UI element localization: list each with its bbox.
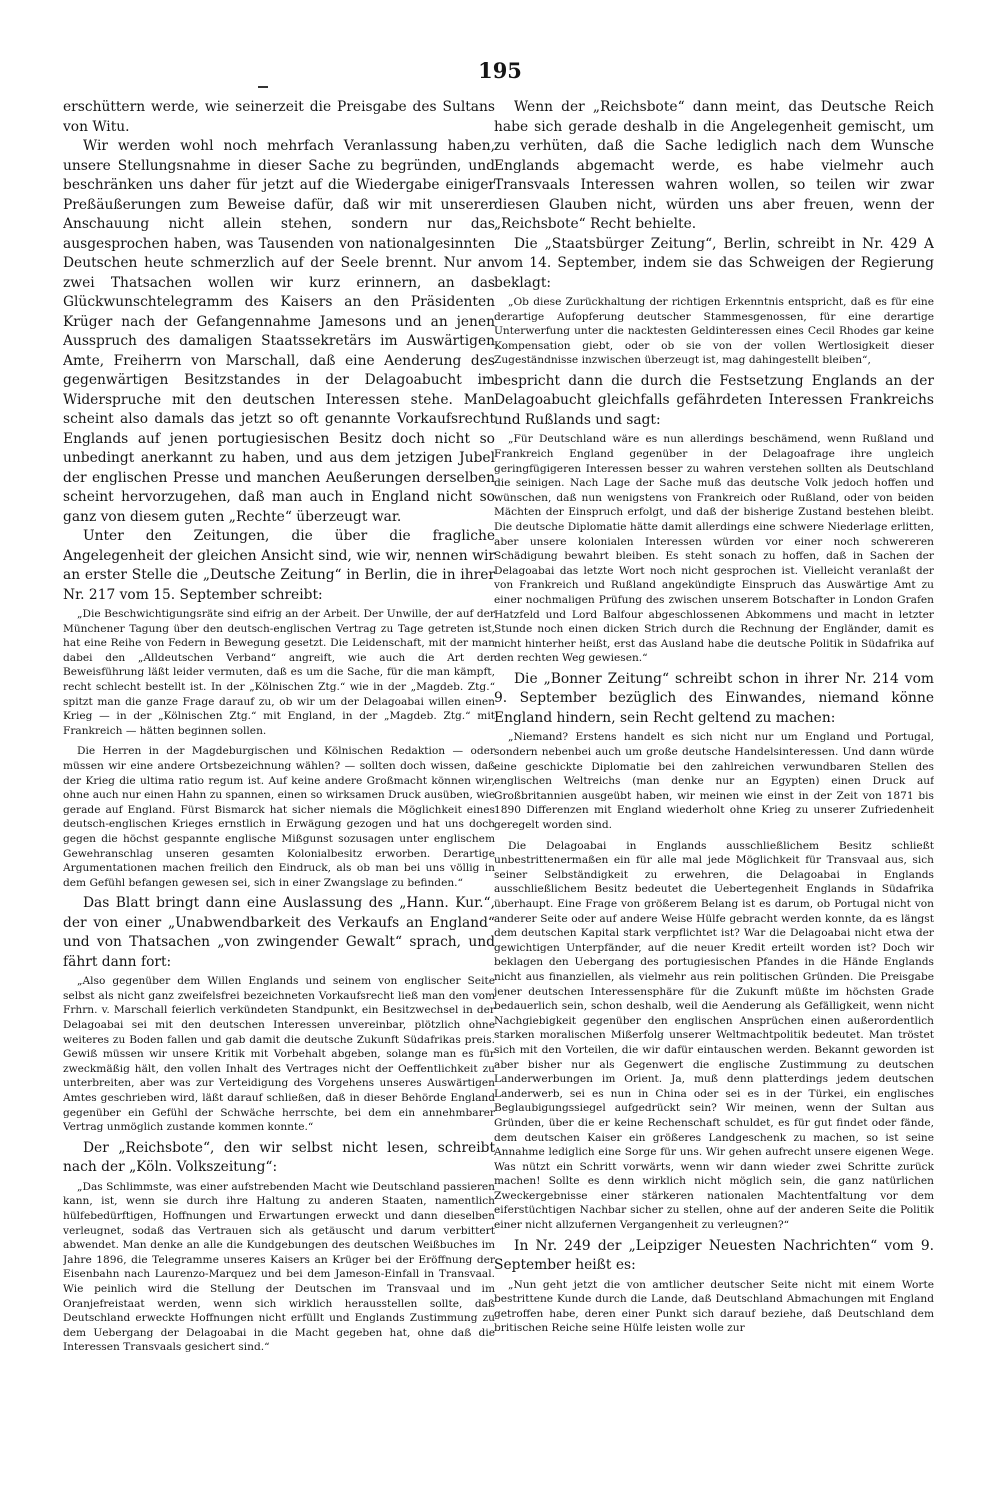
quoted-paragraph: „Ob diese Zurückhaltung der richtigen Erkenntnis entspricht, daß es für eine derartige Aufopferung deutscher Stammesgenossen, für eine derartige Unterwerfung unter die nacktesten Geldinteressen eines Cecil Rhodes gar keine Kompensation giebt, oder ob sie von der vollen Wertlosigkeit dieser Zugeständnisse inzwischen überzeugt ist, mag dahingestellt bleiben“, xyxy=(494,296,934,367)
header-dash xyxy=(258,86,268,88)
right-column xyxy=(494,98,934,1438)
quoted-paragraph: „Niemand? Erstens handelt es sich nicht nur um England und Portugal, sondern nebenbei auch um große deutsche Handelsinteressen. Und dann würde eine geschickte Diplomatie bei den zahlreichen verwundbaren Stellen des englischen Weltreichs (man denke nur an Egypten) einen Druck auf Großbritannien ausgeübt haben, wir meinen wie einst in der Zeit von 1871 bis 1890 Differenzen mit England wiederholt ohne Krieg zu unserer Zufriedenheit geregelt worden sind. xyxy=(494,731,934,832)
body-paragraph: erschüttern werde, wie seinerzeit die Preisgabe des Sultans von Witu. xyxy=(63,99,495,135)
body-paragraph: Wenn der „Reichsbote“ dann meint, das Deutsche Reich habe sich gerade deshalb in die Angelegenheit gemischt, um zu verhüten, daß die Sache lediglich nach dem Wunsche Englands abgemacht werde, es habe vielmehr auch Transvaals Interessen wahren wollen, so teilen wir zwar diesen Glauben nicht, würden uns aber freuen, wenn der „Reichsbote“ Recht behielte. xyxy=(494,99,934,232)
body-paragraph: Die „Staatsbürger Zeitung“, Berlin, schreibt in Nr. 429 A vom 14. September, indem sie das Schweigen der Regierung beklagt: xyxy=(494,235,934,291)
body-paragraph: In Nr. 249 der „Leipziger Neuesten Nachrichten“ vom 9. September heißt es: xyxy=(494,1237,934,1274)
body-paragraph: Die „Bonner Zeitung“ schreibt schon in ihrer Nr. 214 vom 9. September bezüglich des Einwandes, niemand könne England hindern, sein Recht geltend zu machen: xyxy=(494,670,934,726)
quoted-paragraph: „Also gegenüber dem Willen Englands und seinem von englischer Seite selbst als nicht ganz zweifelsfrei bezeichneten Vorkaufsrecht ließ man den vom Frhrn. v. Marschall feierlich verkündeten Standpunkt, ein Besitzwechsel in der Delagoabai sei mit den deutschen Interessen unvereinbar, plötzlich ohne weiteres zu Boden fallen und gab damit die deutsche Zukunft Südafrikas preis. Gewiß müssen wir unsere Kritik mit Vorbehalt abgeben, solange man es für zweckmäßig hält, den vollen Inhalt des Vertrages nicht der Oeffentlichkeit zu unterbreiten, aber was zur Verteidigung des Vorgehens unseres Auswärtigen Amtes geschrieben wird, läßt darauf schließen, daß in dieser Behörde England gegenüber ein Gefühl der Schwäche herrschte, bei dem ein annehmbarer Vertrag unmöglich zustande kommen konnte.“ xyxy=(63,975,495,1134)
quoted-paragraph: Die Herren in der Magdeburgischen und Kölnischen Redaktion — oder müssen wir eine andere Ortsbezeichnung wählen? — sollten doch wissen, daß der Krieg die ultima ratio regum ist. Auf keine andere Großmacht können wir, ohne auch nur einen Hahn zu spannen, einen so wirksamen Druck ausüben, wie gerade auf England. Fürst Bismarck hat sicher niemals die Möglichkeit eines deutsch-englischen Krieges ernstlich in Erwägung gezogen und hat uns doch gegen die höchst gespannte englische Mißgunst sozusagen unter englischem Gewehranschlag unseren gesamten Kolonialbesitz erworben. Derartige Argumentationen machen freilich den Eindruck, als ob man bei uns völlig in dem Gefühl befangen gewesen sei, sich in einer Zwangslage zu befinden.“ xyxy=(63,745,495,889)
quoted-paragraph: Die Delagoabai in Englands ausschließlichem Besitz schließt unbestrittenermaßen ein für alle mal jede Möglichkeit für Transvaal aus, sich seiner Selbständigkeit zu erwehren, die Delagoabai in Englands ausschließlichem Besitz bedeutet die Uebertegenheit Englands in Südafrika überhaupt. Eine Frage von größerem Belang ist es darum, ob Portugal nicht von anderer Seite oder auf andere Weise Hülfe gebracht werden konnte, da es längst dem deutschen Kapital stark verpflichtet ist? War die Delagoabai nicht etwa der gewichtigen Unterpfänder, auf die neuer Kredit erteilt worden ist? Doch wir beklagen den Uebergang des portugiesischen Pfandes in die Hände Englands nicht aus finanziellen, als vielmehr aus rein politischen Gründen. Die Preisgabe jener deutschen Interessensphäre für die Zukunft müßte im höchsten Grade bedauerlich sein, schon deshalb, weil die Aenderung als Gefälligkeit, wenn nicht Nachgiebigkeit gegenüber den englischen Ansprüchen einen außerordentlich starken moralischen Mißerfolg unserer Weltmachtpolitik bedeutet. Man tröstet sich mit den Vorteilen, die wir dafür eintauschen werden. Bekannt geworden ist aber bisher nur als Gegenwert die englische Zustimmung zu deutschen Landerwerbungen im Orient. Ja, muß denn platterdings jedem deutschen Landerwerb, sei es nun in China oder sei es in der Türkei, ein englisches Beglaubigungssiegel aufgedrückt sein? Wir meinen, wenn der Sultan aus Gründen, über die er keine Rechenschaft schuldet, es für gut findet oder fände, dem deutschen Kaiser ein größeres Landgeschenk zu machen, so ist seine Annahme lediglich eine Sorge für uns. Wir gehen aufrecht unsere eigenen Wege. Was nützt ein Schritt vorwärts, wenn wir dann wieder zwei Schritte zurück machen! Sollte es denn wirklich nicht möglich sein, die ganz natürlichen Zweckergebnisse einer stärkeren nationalen Machtentfaltung vor dem eiferstüchtigen Nachbar sicher zu stellen, ohne auf der anderen Seite die Politik einer nicht allzufernen Vergangenheit zu verleugnen?“ xyxy=(494,839,934,1232)
body-paragraph: Das Blatt bringt dann eine Auslassung des „Hann. Kur.“, der von einer „Unabwendbarkeit des Verkaufs an England“ und von Thatsachen „von zwingender Gewalt“ sprach, und fährt dann fort: xyxy=(63,895,495,970)
quoted-paragraph: „Nun geht jetzt die von amtlicher deutscher Seite nicht mit einem Worte bestrittene Kunde durch die Lande, daß Deutschland Abmachungen mit England getroffen habe, deren einer Punkt sich darauf beziehe, daß Deutschland dem britischen Reiche seine Hülfe leisten wolle zur xyxy=(494,1278,934,1335)
left-column xyxy=(63,98,495,1438)
body-paragraph: Unter den Zeitungen, die über die fragliche Angelegenheit der gleichen Ansicht sind, wie wir, nennen wir an erster Stelle die „Deutsche Zeitung“ in Berlin, die in ihrer Nr. 217 vom 15. September schreibt: xyxy=(63,528,495,603)
body-paragraph: Der „Reichsbote“, den wir selbst nicht lesen, schreibt nach der „Köln. Volkszeitung“: xyxy=(63,1139,495,1176)
body-paragraph: Wir werden wohl noch mehrfach Veranlassung haben, unsere Stellungsnahme in dieser Sache zu begründen, und beschränken uns daher für jetzt auf die Wiedergabe einiger Preßäußerungen zum Beweise dafür, daß wir mit unserer Anschauung nicht allein stehen, sondern nur das ausgesprochen haben, was Tausenden von nationalgesinnten Deutschen heute schmerzlich auf der Seele brennt. Nur an zwei Thatsachen wollen wir kurz erinnern, an das Glückwunschtelegramm des Kaisers an den Präsidenten Krüger nach der Gefangennahme Jamesons und an jenen Ausspruch des damaligen Staatssekretärs im Auswärtigen Amte, Freiherrn von Marschall, daß eine Aenderung des gegenwärtigen Besitzstandes in der Delagoabucht im Widerspruche mit den deutschen Interessen stehe. Man scheint also damals das jetzt so oft genannte Vorkaufsrecht Englands auf jenen portugiesischen Besitz doch nicht so unbedingt anerkannt zu haben, und aus dem jetzigen Jubel der englischen Presse und manchen Aeußerungen derselben scheint hervorzugehen, daß man auch in England nicht so ganz von diesem guten „Rechte“ überzeugt war. xyxy=(63,138,495,525)
quoted-paragraph: „Für Deutschland wäre es nun allerdings beschämend, wenn Rußland und Frankreich England gegenüber in der Delagoafrage ihre ungleich geringfügigeren Interessen besser zu wahren verstehen sollten als Deutschland die seinigen. Nach Lage der Sache muß das deutsche Volk jedoch hoffen und wünschen, daß nun wenigstens von Frankreich oder Rußland, oder von beiden Mächten der Einspruch erfolgt, und daß der bisherige Zustand bestehen bleibt. Die deutsche Diplomatie hätte damit allerdings eine schwere Niederlage erlitten, aber unsere kolonialen Interessen würden vor einer noch schwereren Schädigung bewahrt bleiben. Es steht sonach zu hoffen, daß in Sachen der Delagoabai das letzte Wort noch nicht gesprochen ist. Vielleicht veranlaßt der von Frankreich und Rußland angekündigte Einspruch das Auswärtige Amt zu einer nochmaligen Prüfung des zwischen unserem Botschafter in London Grafen Hatzfeld und Lord Balfour abgeschlossenen Abkommens und macht in letzter Stunde noch einen dicken Strich durch die Rechnung der Engländer, damit es nicht hinterher heißt, erst das Ausland habe die deutsche Politik in Südafrika auf den rechten Weg gewiesen.“ xyxy=(494,433,934,665)
quoted-paragraph: „Das Schlimmste, was einer aufstrebenden Macht wie Deutschland passieren kann, ist, wenn sie durch ihre Haltung zu anderen Staaten, namentlich hülfebedürftigen, Hoffnungen und Erwartungen erweckt und dann dieselben verleugnet, sodaß das Vertrauen sich als getäuscht und darum verbittert abwendet. Man denke an alle die Kundgebungen des deutschen Weißbuches im Jahre 1896, die Telegramme unseres Kaisers an Krüger bei der Eröffnung der Eisenbahn nach Laurenzo-Marquez und bei dem Jameson-Einfall in Transvaal. Wie peinlich wird die Stellung der Deutschen im Transvaal und im Oranjefreistaat werden, wenn sich wirklich herausstellen sollte, daß Deutschland erweckte Hoffnungen nicht erfüllt und Englands Zustimmung zu dem Uebergang der Delagoabai in die Macht gegeben hat, ohne daß die Interessen Transvaals gesichert sind.“ xyxy=(63,1180,495,1354)
page-number: 195 xyxy=(478,58,522,83)
body-paragraph: bespricht dann die durch die Festsetzung Englands an der Delagoabucht gleichfalls gefährdeten Interessen Frankreichs und Rußlands und sagt: xyxy=(494,372,934,428)
quoted-paragraph: „Die Beschwichtigungsräte sind eifrig an der Arbeit. Der Unwille, der auf der Münchener Tagung über den deutsch-englischen Vertrag zu Tage getreten ist, hat eine Reihe von Federn in Bewegung gesetzt. Die Leidenschaft, mit der man dabei den „Alldeutschen Verband“ angreift, wie auch die Art der Beweisführung läßt leider vermuten, daß es um die Sache, für die man kämpft, recht schlecht bestellt ist. In der „Kölnischen Ztg.“ wie in der „Magdeb. Ztg.“ spitzt man die ganze Frage darauf zu, ob wir um der Delagoabai willen einen Krieg — in der „Kölnischen Ztg.“ mit England, in der „Magdeb. Ztg.“ mit Frankreich — hätten beginnen sollen. xyxy=(63,608,495,737)
